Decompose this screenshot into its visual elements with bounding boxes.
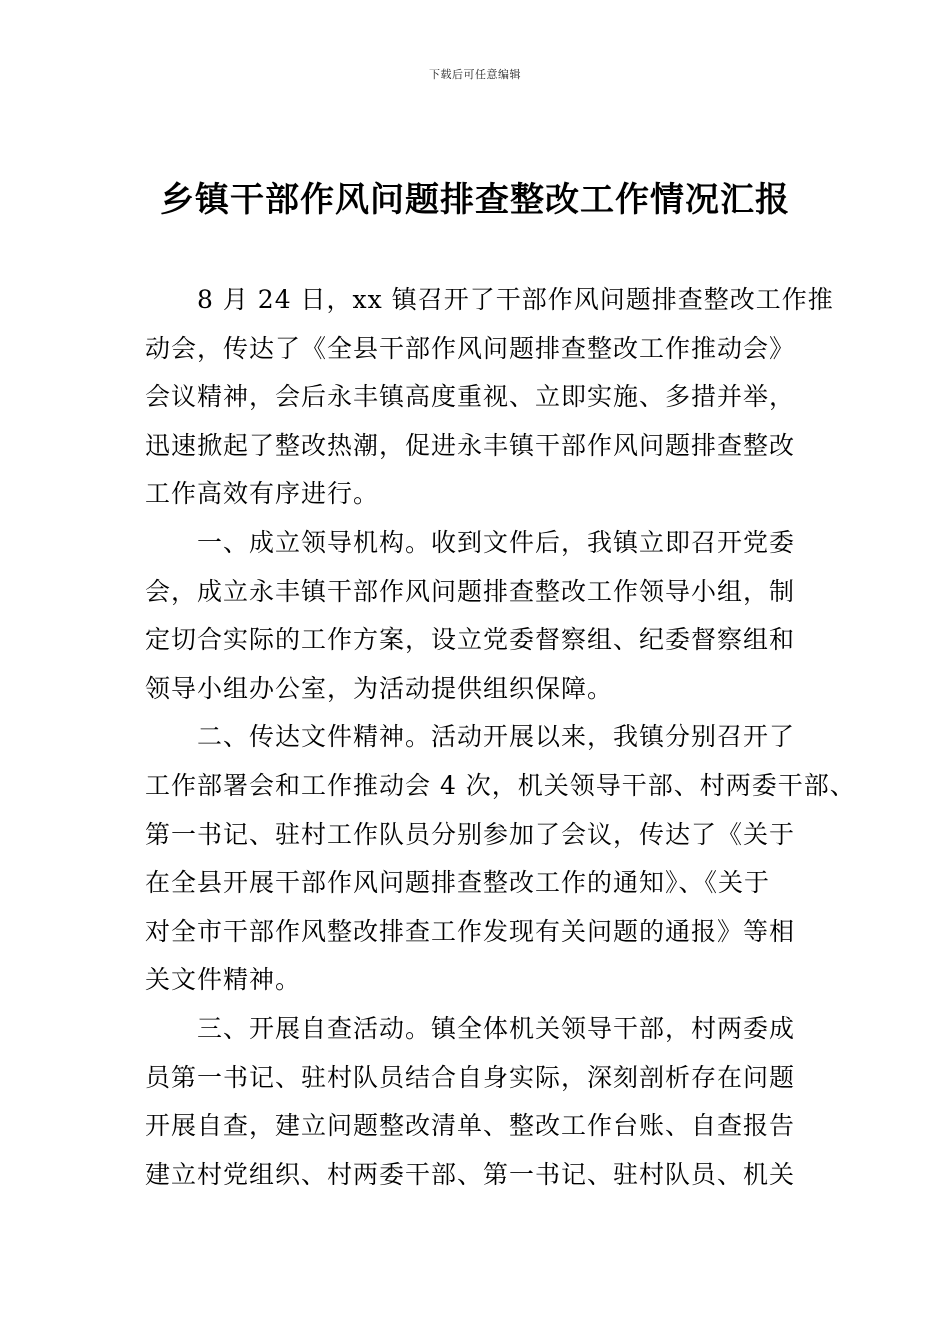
header-note: 下载后可任意编辑 <box>429 68 521 81</box>
paragraph-line: 关文件精神。 <box>145 965 302 995</box>
paragraph-line: 开展自查，建立问题整改清单、整改工作台账、自查报告 <box>145 1111 796 1141</box>
paragraph-line: 领导小组办公室，为活动提供组织保障。 <box>145 673 614 703</box>
paragraph-line: 三、开展自查活动。镇全体机关领导干部，村两委成 <box>197 1013 796 1043</box>
paragraph-line: 动会，传达了《全县干部作风问题排查整改工作推动会》 <box>145 333 796 363</box>
document-title: 乡镇干部作风问题排查整改工作情况汇报 <box>160 180 790 220</box>
paragraph-line: 建立村党组织、村两委干部、第一书记、驻村队员、机关 <box>145 1159 796 1189</box>
paragraph-line: 8 月 24 日，xx 镇召开了干部作风问题排查整改工作推 <box>197 285 834 314</box>
paragraph-section-3 <box>145 1005 811 1199</box>
paragraph-line: 定切合实际的工作方案，设立党委督察组、纪委督察组和 <box>145 625 796 655</box>
paragraph-line: 二、传达文件精神。活动开展以来，我镇分别召开了 <box>197 722 796 752</box>
paragraph-section-1 <box>145 519 811 713</box>
paragraph-line: 一、成立领导机构。收到文件后，我镇立即召开党委 <box>197 527 796 557</box>
paragraph-line: 在全县开展干部作风问题排查整改工作的通知》、《关于 <box>145 868 771 898</box>
paragraph-line: 工作高效有序进行。 <box>145 479 380 509</box>
paragraph-line: 迅速掀起了整改热潮，促进永丰镇干部作风问题排查整改 <box>145 430 796 460</box>
paragraph-line: 第一书记、驻村工作队员分别参加了会议，传达了《关于 <box>145 819 796 849</box>
paragraph-line: 会议精神，会后永丰镇高度重视、立即实施、多措并举， <box>145 382 796 412</box>
paragraph-line: 员第一书记、驻村队员结合自身实际，深刻剖析存在问题 <box>145 1062 796 1092</box>
paragraph-line: 对全市干部作风整改排查工作发现有关问题的通报》等相 <box>145 916 796 946</box>
document-body <box>145 276 856 1199</box>
paragraph-intro <box>145 276 834 519</box>
paragraph-section-2 <box>145 713 856 1005</box>
paragraph-line: 工作部署会和工作推动会 4 次，机关领导干部、村两委干部、 <box>145 770 856 800</box>
paragraph-line: 会，成立永丰镇干部作风问题排查整改工作领导小组，制 <box>145 576 796 606</box>
